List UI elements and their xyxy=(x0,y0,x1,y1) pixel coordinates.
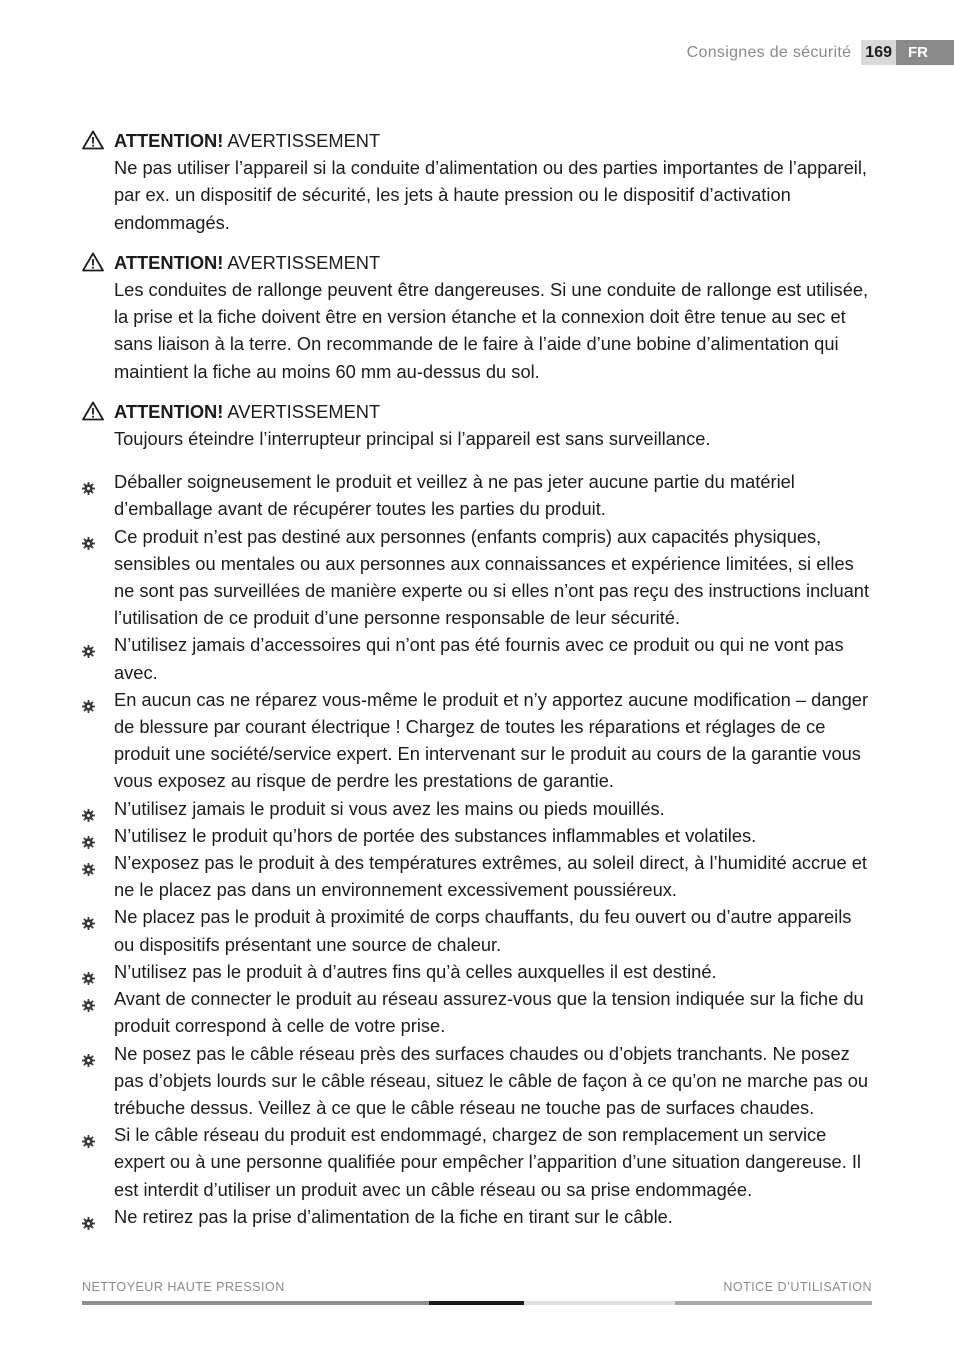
gear-bullet-icon xyxy=(82,530,95,543)
list-item xyxy=(82,1203,874,1230)
list-item xyxy=(82,631,874,685)
gear-bullet-icon xyxy=(82,638,95,651)
page-content xyxy=(82,127,874,1230)
list-item xyxy=(82,849,874,903)
footer-manual-title: NOTICE D’UTILISATION xyxy=(723,1280,872,1294)
warning-block xyxy=(82,398,874,452)
gear-bullet-icon xyxy=(82,910,95,923)
list-item-text: N’utilisez le produit qu’hors de portée des substances inflammables et volatiles. xyxy=(114,824,757,846)
list-item xyxy=(82,468,874,522)
list-item-text: N’utilisez jamais d’accessoires qui n’ont pas été fournis avec ce produit ou qui ne vont pas avec. xyxy=(114,634,844,683)
warning-triangle-icon xyxy=(82,130,104,150)
list-item-text: Si le câble réseau du produit est endommagé, chargez de son remplacement un service expert ou à une personne qualifiée pour empêcher l’apparition d’une situation dangereuse. Il est interdit d’utiliser un produit avec un câble réseau ou sa prise endommagée. xyxy=(114,1124,861,1200)
list-item xyxy=(82,985,874,1039)
warning-label: ATTENTION! xyxy=(114,130,224,151)
list-item-text: Déballer soigneusement le produit et veillez à ne pas jeter aucune partie du matériel d’emballage avant de récupérer toutes les parties du produit. xyxy=(114,471,795,520)
warning-type: AVERTISSEMENT xyxy=(227,400,381,422)
list-item xyxy=(82,795,874,822)
warning-label: ATTENTION! xyxy=(114,400,224,422)
gear-bullet-icon xyxy=(82,992,95,1005)
warning-title xyxy=(114,249,874,276)
warning-label: ATTENTION! xyxy=(114,251,224,273)
safety-bullet-list xyxy=(82,468,874,1230)
warning-text: Les conduites de rallonge peuvent être dangereuses. Si une conduite de rallonge est utilisée, la prise et la fiche doivent être en version étanche et la connexion doit être tenue au sec et sans liaison à la terre. On recommande de le faire à l’aide d’une bobine d’alimentation qui maintient la fiche au moins 60 mm au-dessus du sol. xyxy=(114,279,869,382)
list-item-text: Ce produit n’est pas destiné aux personnes (enfants compris) aux capacités physiques, sensibles ou mentales ou aux personnes aux connaissances et expérience limitées, si elles ne sont pas surveillées de manière experte ou si elles n’ont pas reçu des instructions incluant l’utilisation de ce produit d’une personne responsable de leur sécurité. xyxy=(114,525,870,629)
list-item xyxy=(82,523,874,632)
list-item-text: Ne retirez pas la prise d’alimentation de la fiche en tirant sur le câble. xyxy=(114,1205,673,1227)
list-item xyxy=(82,958,874,985)
footer-bar-segment xyxy=(429,1301,524,1305)
list-item-text: N’utilisez pas le produit à d’autres fins qu’à celles auxquelles il est destiné. xyxy=(114,960,717,982)
list-item xyxy=(82,822,874,849)
header-section-title: Consignes de sécurité xyxy=(686,43,852,61)
footer-bar-segment xyxy=(675,1301,872,1305)
warning-triangle-icon xyxy=(82,401,104,421)
footer-product-name: NETTOYEUR HAUTE PRESSION xyxy=(82,1280,285,1294)
list-item-text: N’utilisez jamais le produit si vous avez les mains ou pieds mouillés. xyxy=(114,797,665,819)
list-item-text: Avant de connecter le produit au réseau assurez-vous que la tension indiquée sur la fiche du produit correspond à celle de votre prise. xyxy=(114,988,864,1037)
warning-title xyxy=(114,398,874,425)
warning-triangle-icon xyxy=(82,252,104,272)
warning-title xyxy=(114,127,874,154)
gear-bullet-icon xyxy=(82,475,95,488)
gear-bullet-icon xyxy=(82,802,95,815)
gear-bullet-icon xyxy=(82,693,95,706)
list-item xyxy=(82,1121,874,1203)
gear-bullet-icon xyxy=(82,965,95,978)
list-item-text: N’exposez pas le produit à des températures extrêmes, au soleil direct, à l’humidité accrue et ne le placez pas dans un environnement excessivement poussiéreux. xyxy=(114,852,867,901)
list-item xyxy=(82,686,874,795)
gear-bullet-icon xyxy=(82,856,95,869)
gear-bullet-icon xyxy=(82,829,95,842)
page-header xyxy=(687,40,954,65)
footer-bar-segment xyxy=(82,1301,429,1305)
list-item-text: Ne posez pas le câble réseau près des surfaces chaudes ou d’objets tranchants. Ne posez pas d’objets lourds sur le câble réseau, situez le câble de façon à ce qu’on ne marche pas ou trébuche dessus. Veillez à ce que le câble réseau ne touche pas de surfaces chaudes. xyxy=(114,1042,869,1118)
warning-text: Ne pas utiliser l’appareil si la conduite d’alimentation ou des parties importantes de l’appareil, par ex. un dispositif de sécurité, les jets à haute pression ou le dispositif d’activation endommagés. xyxy=(114,157,867,233)
list-item xyxy=(82,903,874,957)
warning-type: AVERTISSEMENT xyxy=(227,130,381,151)
list-item-text: Ne placez pas le produit à proximité de corps chauffants, du feu ouvert ou d’autre appareils ou dispositifs présentant une source de chaleur. xyxy=(114,906,852,955)
warning-block xyxy=(82,127,874,236)
list-item xyxy=(82,1040,874,1122)
warnings-list xyxy=(82,127,874,452)
warning-text: Toujours éteindre l’interrupteur principal si l’appareil est sans surveillance. xyxy=(114,428,711,450)
gear-bullet-icon xyxy=(82,1210,95,1223)
gear-bullet-icon xyxy=(82,1128,95,1141)
list-item-text: En aucun cas ne réparez vous-même le produit et n’y apportez aucune modification – danger de blessure par courant électrique ! Chargez de toutes les réparations et réglages de ce produit une société/service expert. En intervenant sur le produit au cours de la garantie vous vous exposez au risque de perdre les prestations de garantie. xyxy=(114,688,869,792)
footer-bar-segment xyxy=(524,1301,675,1305)
warning-type: AVERTISSEMENT xyxy=(227,251,381,273)
page-number: 169 xyxy=(861,40,896,65)
language-badge: FR xyxy=(896,40,954,65)
footer-bar xyxy=(82,1301,872,1305)
gear-bullet-icon xyxy=(82,1047,95,1060)
warning-block xyxy=(82,249,874,385)
